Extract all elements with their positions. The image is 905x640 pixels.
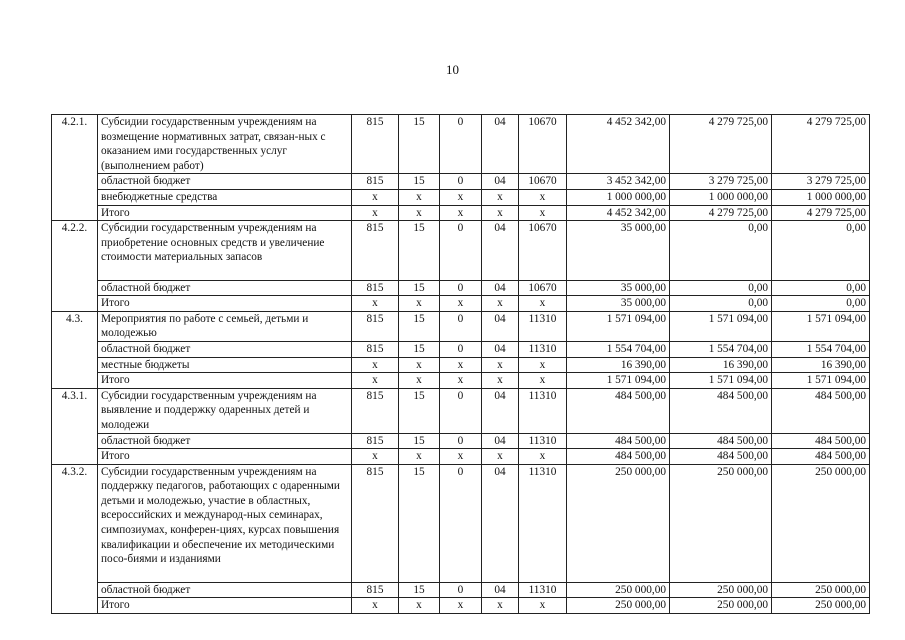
amount-year-2: 4 279 725,00 bbox=[670, 205, 772, 221]
code-target: x bbox=[519, 449, 567, 465]
code-subsection: x bbox=[440, 449, 482, 465]
amount-year-3: 484 500,00 bbox=[772, 433, 870, 449]
table-row bbox=[52, 221, 870, 280]
table-row bbox=[52, 189, 870, 205]
code-subsection: x bbox=[440, 598, 482, 614]
amount-year-3: 4 279 725,00 bbox=[772, 205, 870, 221]
code-subsection: 0 bbox=[440, 221, 482, 280]
amount-year-3: 1 554 704,00 bbox=[772, 341, 870, 357]
table-row bbox=[52, 174, 870, 190]
code-section: x bbox=[399, 296, 440, 312]
code-article: 04 bbox=[482, 341, 519, 357]
amount-year-2: 250 000,00 bbox=[670, 464, 772, 582]
code-target: x bbox=[519, 373, 567, 389]
code-target: x bbox=[519, 189, 567, 205]
amount-year-3: 1 571 094,00 bbox=[772, 373, 870, 389]
code-target: 10670 bbox=[519, 174, 567, 190]
code-section: 15 bbox=[399, 280, 440, 296]
amount-year-2: 0,00 bbox=[670, 280, 772, 296]
code-target: 11310 bbox=[519, 464, 567, 582]
code-target: 11310 bbox=[519, 388, 567, 433]
code-department: 815 bbox=[352, 115, 399, 174]
code-article: 04 bbox=[482, 221, 519, 280]
amount-year-1: 484 500,00 bbox=[567, 388, 670, 433]
amount-year-1: 1 571 094,00 bbox=[567, 373, 670, 389]
code-department: x bbox=[352, 357, 399, 373]
code-section: 15 bbox=[399, 433, 440, 449]
code-target: 11310 bbox=[519, 582, 567, 598]
amount-year-3: 0,00 bbox=[772, 280, 870, 296]
item-description: областной бюджет bbox=[98, 582, 352, 598]
amount-year-3: 1 000 000,00 bbox=[772, 189, 870, 205]
item-description: Субсидии государственным учреждениям на возмещение нормативных затрат, связан-ных с оказанием ими государственных услуг (выполнением работ) bbox=[98, 115, 352, 174]
item-number: 4.3.1. bbox=[52, 388, 98, 464]
item-number: 4.2.2. bbox=[52, 221, 98, 312]
code-article: x bbox=[482, 205, 519, 221]
table-row bbox=[52, 388, 870, 433]
amount-year-1: 1 000 000,00 bbox=[567, 189, 670, 205]
amount-year-1: 1 571 094,00 bbox=[567, 311, 670, 341]
code-department: 815 bbox=[352, 388, 399, 433]
code-section: x bbox=[399, 205, 440, 221]
amount-year-2: 3 279 725,00 bbox=[670, 174, 772, 190]
code-department: 815 bbox=[352, 221, 399, 280]
item-description: областной бюджет bbox=[98, 280, 352, 296]
amount-year-3: 484 500,00 bbox=[772, 388, 870, 433]
amount-year-1: 4 452 342,00 bbox=[567, 115, 670, 174]
amount-year-1: 35 000,00 bbox=[567, 280, 670, 296]
code-subsection: x bbox=[440, 205, 482, 221]
amount-year-3: 250 000,00 bbox=[772, 582, 870, 598]
code-subsection: 0 bbox=[440, 280, 482, 296]
amount-year-1: 4 452 342,00 bbox=[567, 205, 670, 221]
code-department: 815 bbox=[352, 311, 399, 341]
amount-year-1: 35 000,00 bbox=[567, 221, 670, 280]
code-section: 15 bbox=[399, 221, 440, 280]
amount-year-1: 35 000,00 bbox=[567, 296, 670, 312]
item-description: областной бюджет bbox=[98, 433, 352, 449]
code-section: 15 bbox=[399, 311, 440, 341]
item-description: Субсидии государственным учреждениям на выявление и поддержку одаренных детей и молодежи bbox=[98, 388, 352, 433]
code-department: x bbox=[352, 373, 399, 389]
code-target: x bbox=[519, 296, 567, 312]
code-subsection: 0 bbox=[440, 464, 482, 582]
amount-year-2: 250 000,00 bbox=[670, 598, 772, 614]
item-description: Субсидии государственным учреждениям на приобретение основных средств и увеличение стоимости материальных запасов bbox=[98, 221, 352, 280]
code-article: 04 bbox=[482, 280, 519, 296]
table-row bbox=[52, 280, 870, 296]
code-article: 04 bbox=[482, 311, 519, 341]
table-row bbox=[52, 341, 870, 357]
code-article: 04 bbox=[482, 174, 519, 190]
amount-year-1: 250 000,00 bbox=[567, 582, 670, 598]
code-section: 15 bbox=[399, 341, 440, 357]
table-row bbox=[52, 373, 870, 389]
amount-year-2: 250 000,00 bbox=[670, 582, 772, 598]
table-row bbox=[52, 582, 870, 598]
amount-year-1: 250 000,00 bbox=[567, 464, 670, 582]
item-description: Субсидии государственным учреждениям на поддержку педагогов, работающих с одаренными детьми и молодежью, участие в областных, всероссийских и международ-ных семинарах, симпозиумах, конферен-циях, курсах повышения квалификации и обеспечение их методическими посо-биями и изданиями bbox=[98, 464, 352, 582]
code-article: 04 bbox=[482, 433, 519, 449]
code-department: x bbox=[352, 598, 399, 614]
code-section: x bbox=[399, 373, 440, 389]
code-subsection: 0 bbox=[440, 174, 482, 190]
code-section: 15 bbox=[399, 388, 440, 433]
amount-year-2: 16 390,00 bbox=[670, 357, 772, 373]
amount-year-3: 0,00 bbox=[772, 221, 870, 280]
code-subsection: 0 bbox=[440, 388, 482, 433]
amount-year-2: 1 571 094,00 bbox=[670, 373, 772, 389]
code-article: 04 bbox=[482, 388, 519, 433]
table-row bbox=[52, 464, 870, 582]
table-row bbox=[52, 449, 870, 465]
code-target: 10670 bbox=[519, 280, 567, 296]
page-number: 10 bbox=[446, 62, 459, 77]
code-department: 815 bbox=[352, 582, 399, 598]
amount-year-3: 16 390,00 bbox=[772, 357, 870, 373]
code-department: x bbox=[352, 205, 399, 221]
table-row bbox=[52, 311, 870, 341]
code-department: 815 bbox=[352, 280, 399, 296]
amount-year-2: 1 000 000,00 bbox=[670, 189, 772, 205]
table-row bbox=[52, 598, 870, 614]
code-department: 815 bbox=[352, 341, 399, 357]
amount-year-2: 4 279 725,00 bbox=[670, 115, 772, 174]
code-subsection: 0 bbox=[440, 115, 482, 174]
code-section: 15 bbox=[399, 582, 440, 598]
table-row bbox=[52, 205, 870, 221]
amount-year-3: 0,00 bbox=[772, 296, 870, 312]
code-article: x bbox=[482, 598, 519, 614]
amount-year-1: 484 500,00 bbox=[567, 449, 670, 465]
amount-year-1: 484 500,00 bbox=[567, 433, 670, 449]
code-article: 04 bbox=[482, 582, 519, 598]
code-target: 11310 bbox=[519, 311, 567, 341]
table-row bbox=[52, 357, 870, 373]
item-number: 4.3.2. bbox=[52, 464, 98, 613]
code-section: x bbox=[399, 598, 440, 614]
code-section: x bbox=[399, 189, 440, 205]
code-article: x bbox=[482, 357, 519, 373]
item-description: Итого bbox=[98, 598, 352, 614]
budget-table bbox=[51, 114, 870, 614]
item-description: Итого bbox=[98, 205, 352, 221]
amount-year-3: 250 000,00 bbox=[772, 598, 870, 614]
code-section: x bbox=[399, 357, 440, 373]
code-target: x bbox=[519, 205, 567, 221]
code-section: x bbox=[399, 449, 440, 465]
code-article: 04 bbox=[482, 115, 519, 174]
amount-year-3: 1 571 094,00 bbox=[772, 311, 870, 341]
code-subsection: x bbox=[440, 189, 482, 205]
code-subsection: x bbox=[440, 296, 482, 312]
amount-year-1: 3 452 342,00 bbox=[567, 174, 670, 190]
code-department: x bbox=[352, 296, 399, 312]
code-department: x bbox=[352, 449, 399, 465]
amount-year-1: 250 000,00 bbox=[567, 598, 670, 614]
code-section: 15 bbox=[399, 115, 440, 174]
code-subsection: x bbox=[440, 357, 482, 373]
amount-year-2: 1 571 094,00 bbox=[670, 311, 772, 341]
table-row bbox=[52, 296, 870, 312]
code-subsection: 0 bbox=[440, 433, 482, 449]
amount-year-2: 484 500,00 bbox=[670, 433, 772, 449]
code-section: 15 bbox=[399, 464, 440, 582]
code-target: x bbox=[519, 598, 567, 614]
code-target: 11310 bbox=[519, 341, 567, 357]
code-target: 10670 bbox=[519, 115, 567, 174]
item-description: Итого bbox=[98, 373, 352, 389]
amount-year-2: 484 500,00 bbox=[670, 388, 772, 433]
item-number: 4.3. bbox=[52, 311, 98, 388]
code-subsection: 0 bbox=[440, 341, 482, 357]
code-subsection: 0 bbox=[440, 311, 482, 341]
code-target: 10670 bbox=[519, 221, 567, 280]
item-description: Мероприятия по работе с семьей, детьми и молодежью bbox=[98, 311, 352, 341]
code-subsection: 0 bbox=[440, 582, 482, 598]
table-row bbox=[52, 115, 870, 174]
item-description: областной бюджет bbox=[98, 174, 352, 190]
code-department: 815 bbox=[352, 433, 399, 449]
amount-year-3: 484 500,00 bbox=[772, 449, 870, 465]
code-target: x bbox=[519, 357, 567, 373]
amount-year-2: 1 554 704,00 bbox=[670, 341, 772, 357]
item-description: Итого bbox=[98, 449, 352, 465]
code-target: 11310 bbox=[519, 433, 567, 449]
amount-year-2: 0,00 bbox=[670, 296, 772, 312]
code-article: 04 bbox=[482, 464, 519, 582]
item-description: Итого bbox=[98, 296, 352, 312]
amount-year-3: 3 279 725,00 bbox=[772, 174, 870, 190]
amount-year-2: 484 500,00 bbox=[670, 449, 772, 465]
amount-year-1: 16 390,00 bbox=[567, 357, 670, 373]
item-description: внебюджетные средства bbox=[98, 189, 352, 205]
code-article: x bbox=[482, 373, 519, 389]
code-article: x bbox=[482, 296, 519, 312]
amount-year-2: 0,00 bbox=[670, 221, 772, 280]
table-row bbox=[52, 433, 870, 449]
code-section: 15 bbox=[399, 174, 440, 190]
item-number: 4.2.1. bbox=[52, 115, 98, 221]
amount-year-3: 250 000,00 bbox=[772, 464, 870, 582]
code-article: x bbox=[482, 189, 519, 205]
amount-year-1: 1 554 704,00 bbox=[567, 341, 670, 357]
item-description: областной бюджет bbox=[98, 341, 352, 357]
item-description: местные бюджеты bbox=[98, 357, 352, 373]
code-department: 815 bbox=[352, 174, 399, 190]
code-subsection: x bbox=[440, 373, 482, 389]
code-department: x bbox=[352, 189, 399, 205]
code-article: x bbox=[482, 449, 519, 465]
amount-year-3: 4 279 725,00 bbox=[772, 115, 870, 174]
code-department: 815 bbox=[352, 464, 399, 582]
